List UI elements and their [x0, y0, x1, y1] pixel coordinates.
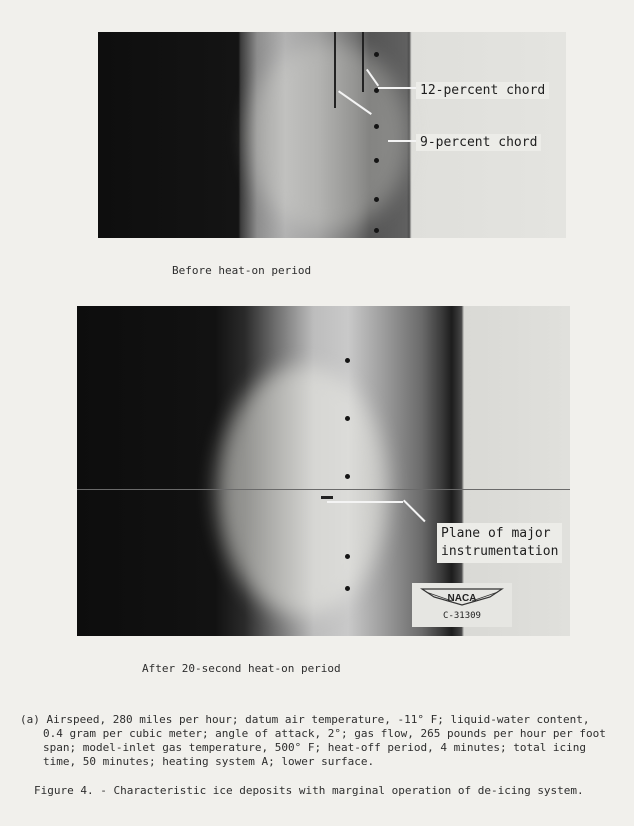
rivet	[345, 586, 350, 591]
instrument-marker	[321, 496, 333, 499]
label-plane-major-instrumentation	[437, 523, 562, 563]
label-12-percent-chord: 12-percent chord	[416, 82, 549, 99]
rivet	[374, 197, 379, 202]
subcaption-after: After 20-second heat-on period	[142, 662, 341, 675]
rivet	[345, 474, 350, 479]
chord-marker-line	[362, 32, 364, 92]
rivet	[345, 554, 350, 559]
photo-number: C-31309	[443, 611, 481, 621]
leader-line	[378, 87, 418, 89]
ice-deposit	[217, 366, 387, 616]
rivet	[374, 124, 379, 129]
label-line: Plane of major	[441, 526, 551, 541]
caption-line: (a) Airspeed, 280 miles per hour; datum air temperature, -11° F; liquid-water content,	[20, 713, 590, 726]
rivet	[345, 358, 350, 363]
label-line: instrumentation	[441, 544, 559, 559]
chord-marker-line	[334, 32, 336, 108]
caption-line: time, 50 minutes; heating system A; lower surface.	[43, 755, 375, 768]
caption-line: span; model-inlet gas temperature, 500° F; heat-off period, 4 minutes; total icing	[43, 741, 587, 754]
panel-seam	[77, 489, 570, 490]
subcaption-before: Before heat-on period	[172, 264, 312, 277]
photo-after-heat-on	[77, 306, 570, 636]
naca-logo-text: NACA	[447, 593, 477, 604]
ice-deposit	[248, 42, 408, 232]
leader-line	[388, 140, 418, 142]
leader-line	[403, 500, 426, 523]
rivet	[345, 416, 350, 421]
figure-caption: Figure 4. - Characteristic ice deposits with marginal operation of de-icing system.	[34, 784, 584, 797]
caption-line: 0.4 gram per cubic meter; angle of attack, 2°; gas flow, 265 pounds per hour per foot	[43, 727, 606, 740]
label-9-percent-chord: 9-percent chord	[416, 134, 541, 151]
leader-line	[327, 501, 403, 503]
naca-logo	[412, 583, 512, 627]
rivet	[374, 158, 379, 163]
rivet	[374, 228, 379, 233]
rivet	[374, 52, 379, 57]
